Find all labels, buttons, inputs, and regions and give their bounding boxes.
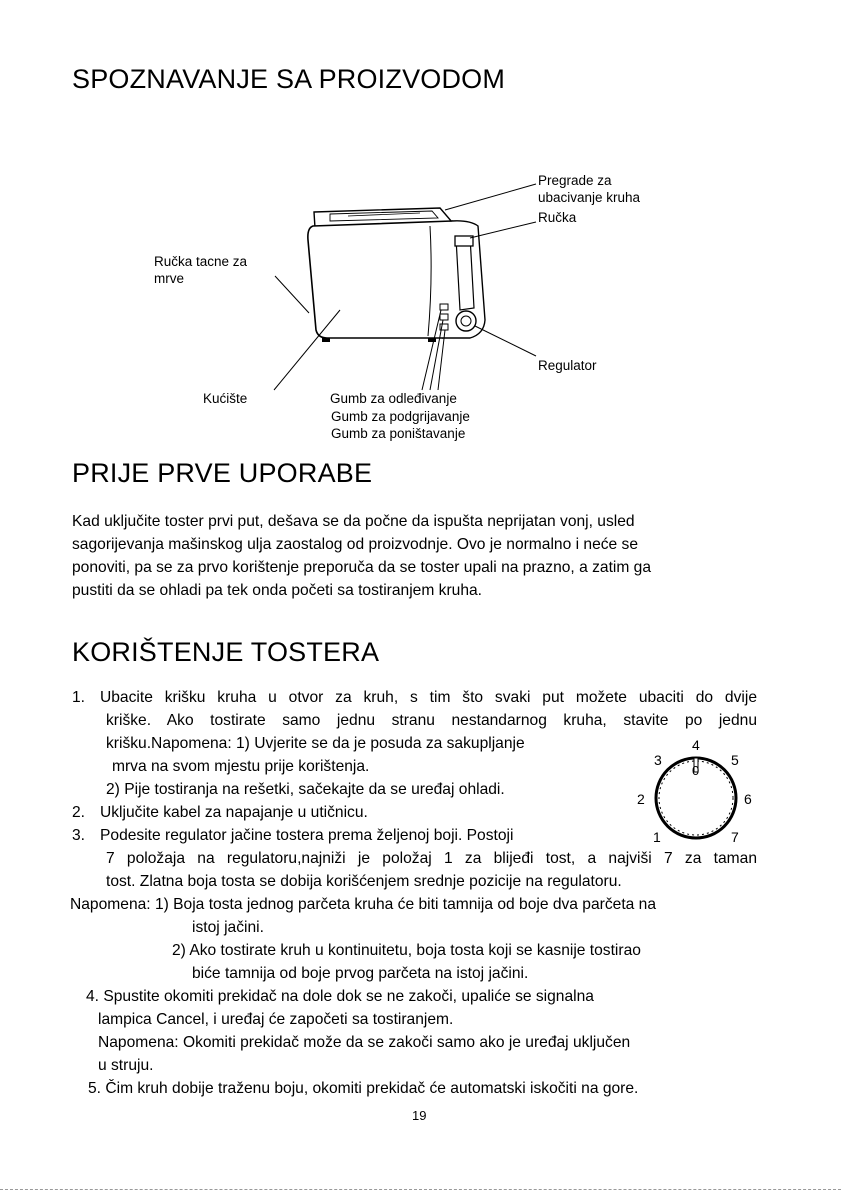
paragraph-line: Kad uključite toster prvi put, dešava se da počne da ispušta neprijatan vonj, usled — [72, 513, 635, 530]
page-number: 19 — [412, 1108, 427, 1123]
page-bottom-divider — [0, 1189, 841, 1190]
label-defrost: Gumb za odleđivanje — [330, 391, 457, 406]
dial-number-5: 5 — [731, 752, 739, 768]
toaster-diagram — [0, 0, 841, 450]
label-reheat: Gumb za podgrijavanje — [331, 409, 470, 424]
label-housing: Kućište — [203, 391, 248, 406]
list-item-line: tost. Zlatna boja tosta se dobija korišćenjem srednje pozicije na regulatoru. — [106, 873, 622, 890]
label-regulator: Regulator — [538, 358, 597, 373]
list-item-line: kriške. Ako tostirate samo jednu stranu nestandarnog kruha, stavite po jednu — [106, 712, 757, 729]
list-item-line: krišku.Napomena: 1) Uvjerite se da je posuda za sakupljanje — [106, 735, 525, 752]
dial-number-2: 2 — [637, 791, 645, 807]
dial-center-mark: 0 — [692, 763, 700, 778]
list-item-line: mrva na svom mjestu prije korištenja. — [112, 758, 370, 775]
list-item-line: Uključite kabel za napajanje u utičnicu. — [100, 804, 368, 821]
dial-number-6: 6 — [744, 791, 752, 807]
list-number: 2. — [72, 804, 86, 821]
list-number: 3. — [72, 827, 86, 844]
section-title-before-first-use: PRIJE PRVE UPORABE — [72, 458, 373, 488]
list-item-line: 4. Spustite okomiti prekidač na dole dok se ne zakoči, upaliće se signalna — [86, 988, 594, 1005]
label-lever: Ručka — [538, 210, 577, 225]
list-item-line: Napomena: Okomiti prekidač može da se zakoči samo ako je uređaj uključen — [98, 1034, 631, 1051]
section-title-product: SPOZNAVANJE SA PROIZVODOM — [72, 64, 506, 94]
dial-number-1: 1 — [653, 829, 661, 845]
paragraph-line: sagorijevanja mašinskog ulja zaostalog od proizvodnje. Ovo je normalno i neće se — [72, 536, 639, 553]
label-slots: Pregrade za ubacivanje kruha — [538, 173, 641, 205]
list-item-line: 2) Pije tostiranja na rešetki, sačekajte da se uređaj ohladi. — [106, 781, 505, 798]
note-line: istoj jačini. — [192, 919, 264, 936]
toaster-illustration — [0, 0, 841, 450]
list-item-line: 7 položaja na regulatoru,najniži je položaj 1 za blijeđi tost, a najviši 7 za taman — [106, 850, 757, 867]
label-crumb-tray: Ručka tacne za mrve — [154, 254, 248, 286]
paragraph-line: pustiti da se ohladi pa tek onda početi sa tostiranjem kruha. — [72, 582, 483, 599]
list-item-line: Podesite regulator jačine tostera prema željenoj boji. Postoji — [100, 827, 514, 844]
note-line: 2) Ako tostirate kruh u kontinuitetu, boja tosta koji se kasnije tostirao — [172, 942, 641, 959]
list-item-line: u struju. — [98, 1057, 154, 1074]
regulator-dial — [630, 736, 760, 846]
paragraph-line: ponoviti, pa se za prvo korištenje preporuča da se toster upali na prazno, a zatim ga — [72, 559, 652, 576]
before-first-use-paragraph — [72, 510, 772, 602]
dial-number-4: 4 — [692, 737, 700, 753]
note-line: biće tamnija od boje prvog parčeta na istoj jačini. — [192, 965, 529, 982]
section-title-using-toaster: KORIŠTENJE TOSTERA — [72, 637, 380, 667]
dial-number-3: 3 — [654, 752, 662, 768]
dial-number-7: 7 — [731, 829, 739, 845]
list-item-line: 5. Čim kruh dobije traženu boju, okomiti prekidač će automatski iskočiti na gore. — [88, 1080, 639, 1097]
label-cancel: Gumb za poništavanje — [331, 426, 466, 441]
list-number: 1. — [72, 689, 86, 706]
note-line: Napomena: 1) Boja tosta jednog parčeta kruha će biti tamnija od boje dva parčeta na — [70, 896, 656, 913]
list-item-line: Ubacite krišku kruha u otvor za kruh, s tim što svaki put možete ubaciti do dvije — [100, 689, 757, 706]
list-item-line: lampica Cancel, i uređaj će započeti sa tostiranjem. — [98, 1011, 454, 1028]
